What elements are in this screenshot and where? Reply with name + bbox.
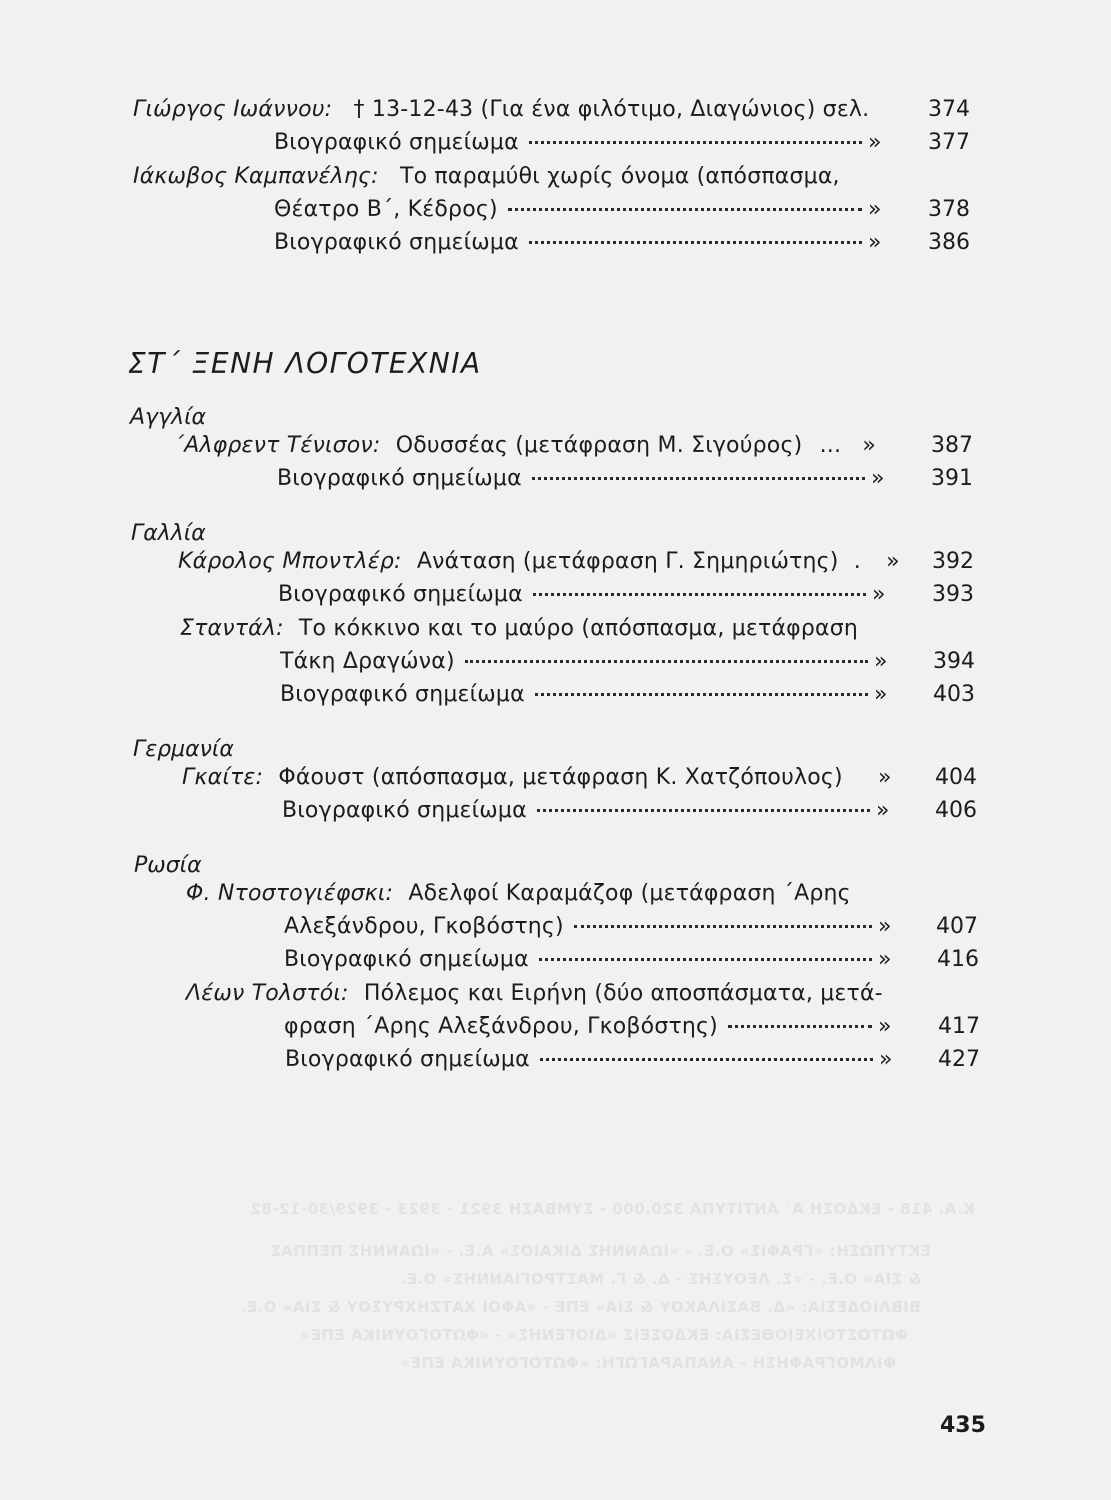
toc-entry <box>186 980 886 1008</box>
entry-title: Βιογραφικό σημείωμα <box>274 230 519 255</box>
colophon-line: Κ.Α. 418 - ΕΚΔΟΣΗ Α΄ ΑΝΤΙΤΥΠΑ 320.000 - ΣΥΜΒΑΣΗ 3921 - 3923 - 3929/30-12-82 <box>250 1200 975 1218</box>
dot-leader <box>537 809 870 812</box>
entry-author: Λέων Τολστόι: <box>186 981 349 1006</box>
dot-leader <box>529 241 862 244</box>
entry-author: ΄Αλφρεντ Τένισον: <box>173 433 381 458</box>
entry-author: Γκαίτε: <box>182 765 264 790</box>
page-number: 403 <box>933 682 975 707</box>
ditto-mark: » <box>879 1047 893 1072</box>
dot-leader <box>532 477 865 480</box>
dot-leader <box>574 925 872 928</box>
entry-title: Βιογραφικό σημείωμα <box>277 466 522 491</box>
dot-leader <box>535 693 868 696</box>
dot-leader <box>508 208 862 211</box>
dot-leader: . <box>853 549 861 574</box>
page-number: 417 <box>938 1014 980 1039</box>
entry-author: Φ. Ντοστογιέφσκι: <box>186 881 394 906</box>
country-heading: Γερμανία <box>133 737 234 762</box>
ditto-mark: » <box>878 1014 892 1039</box>
entry-author: Γιώργος Ιωάννου: <box>133 97 333 122</box>
toc-entry <box>277 465 897 493</box>
page-number: 407 <box>936 914 978 939</box>
entry-title: Βιογραφικό σημείωμα <box>274 130 519 155</box>
dot-leader: ... <box>819 433 842 458</box>
country-heading: Γαλλία <box>131 521 206 546</box>
page-number: 394 <box>933 649 975 674</box>
toc-entry <box>178 548 900 576</box>
page-number: 387 <box>931 433 973 458</box>
colophon-line: & ΣΙΑ» Ο.Ε. - «Σ. ΛΕΟΥΣΗΣ - Δ. & Γ. ΜΑΣΤΡΟΓΙΑΝΝΗΣ» Ο.Ε. <box>400 1270 922 1288</box>
entry-title: Το παραμύθι χωρίς όνομα (απόσπασμα, <box>399 164 840 189</box>
entry-title: Βιογραφικό σημείωμα <box>285 1047 530 1072</box>
dot-leader <box>465 660 868 663</box>
page-number: 378 <box>928 197 970 222</box>
toc-entry <box>186 880 886 908</box>
entry-title: Βιογραφικό σημείωμα <box>280 682 525 707</box>
colophon-line: ΒΙΒΛΙΟΔΕΣΙΑ: «Δ. ΒΑΣΙΛΑΚΟΥ & ΣΙΑ» ΕΠΕ - «ΑΦΟΙ ΧΑΤΖΗΧΡΥΣΟΥ & ΣΙΑ» Ο.Ε. <box>240 1298 921 1316</box>
page-number: 416 <box>937 947 979 972</box>
toc-entry <box>284 1013 904 1041</box>
entry-title: Θέατρο Β΄, Κέδρος) <box>274 197 498 222</box>
colophon-line: ΦΩΤΟΣΤΟΙΧΕΙΟΘΕΣΙΑ: ΕΚΔΟΣΕΙΣ «ΔΙΟΓΕΝΗΣ» - «ΦΩΤΟΓΟΥΝΙΚΑ ΕΠΕ» <box>300 1326 908 1344</box>
toc-entry <box>173 432 877 460</box>
entry-title: Οδυσσέας (μετάφραση Μ. Σιγούρος) <box>395 433 803 458</box>
ditto-mark: » <box>868 197 882 222</box>
ditto-mark: » <box>862 433 877 458</box>
entry-title: Βιογραφικό σημείωμα <box>282 798 527 823</box>
page-number: 374 <box>928 97 970 122</box>
ditto-mark: » <box>872 582 886 607</box>
ditto-mark: » <box>874 682 888 707</box>
entry-title: Φάουστ (απόσπασμα, μετάφραση Κ. Χατζόπουλος) <box>278 765 843 790</box>
toc-entry <box>278 581 898 609</box>
entry-title: Τάκη Δραγώνα) <box>280 649 455 674</box>
toc-entry <box>284 913 904 941</box>
page-number: 427 <box>938 1047 980 1072</box>
toc-entry <box>280 681 900 709</box>
page-number: 392 <box>932 549 974 574</box>
entry-title: Αλεξάνδρου, Γκοβόστης) <box>284 914 564 939</box>
dot-leader <box>540 1058 873 1061</box>
country-heading: Ρωσία <box>134 853 202 878</box>
dot-leader <box>728 1025 872 1028</box>
country-heading: Αγγλία <box>130 405 207 430</box>
toc-entry <box>284 946 904 974</box>
entry-title: † 13-12-43 (Για ένα φιλότιμο, Διαγώνιος) σελ. <box>353 97 870 122</box>
ditto-mark: » <box>876 798 890 823</box>
entry-author: Ιάκωβος Καμπανέλης: <box>133 164 379 189</box>
page-number: 391 <box>931 466 973 491</box>
entry-title: Βιογραφικό σημείωμα <box>278 582 523 607</box>
entry-author: Σταντάλ: <box>180 616 284 641</box>
dot-leader <box>533 593 866 596</box>
entry-author: Κάρολος Μποντλέρ: <box>178 549 402 574</box>
toc-entry <box>274 196 894 224</box>
ditto-mark: » <box>868 130 882 155</box>
ditto-mark: » <box>871 466 885 491</box>
ditto-mark: » <box>878 947 892 972</box>
entry-title: Βιογραφικό σημείωμα <box>284 947 529 972</box>
dot-leader <box>539 958 872 961</box>
entry-title: Ανάταση (μετάφραση Γ. Σημηριώτης) <box>416 549 839 574</box>
ditto-mark: » <box>878 765 892 790</box>
ditto-mark: » <box>886 549 900 574</box>
page-number: 393 <box>932 582 974 607</box>
entry-title: Πόλεμος και Ειρήνη (δύο αποσπάσματα, μετά- <box>363 981 883 1006</box>
ditto-mark: » <box>878 914 892 939</box>
colophon-line: ΕΚΤΥΠΩΣΗ: «ΓΡΑΦΙΣ» Ο.Ε. - «ΙΩΑΝΝΗΣ ΔΙΚΑΙΟΣ» Α.Ε. - «ΙΩΑΝΝΗΣ ΠΕΠΠΑΣ <box>270 1242 931 1260</box>
page-number: 404 <box>935 765 977 790</box>
toc-entry <box>182 764 902 792</box>
colophon-line: ΦΙΛΜΟΓΡΑΦΗΣΗ - ΑΝΑΠΑΡΑΓΩΓΗ: «ΦΩΤΟΓΟΥΝΙΚΑ ΕΠΕ» <box>400 1354 896 1372</box>
toc-entry <box>274 129 894 157</box>
ditto-mark: » <box>874 649 888 674</box>
page-number: 377 <box>928 130 970 155</box>
ditto-mark: » <box>868 230 882 255</box>
toc-entry <box>280 648 900 676</box>
entry-title: Αδελφοί Καραμάζοφ (μετάφραση ΄Αρης <box>408 881 851 906</box>
dot-leader <box>529 141 862 144</box>
entry-title: Το κόκκινο και το μαύρο (απόσπασμα, μετάφραση <box>298 616 859 641</box>
page-number: 406 <box>935 798 977 823</box>
toc-entry <box>180 615 880 643</box>
entry-title: φραση ΄Αρης Αλεξάνδρου, Γκοβόστης) <box>284 1014 718 1039</box>
toc-entry <box>282 797 902 825</box>
toc-entry <box>285 1046 905 1074</box>
toc-entry <box>133 163 893 191</box>
page-number: 386 <box>928 230 970 255</box>
toc-entry <box>133 96 923 124</box>
section-title: ΣΤ΄ ΞΕΝΗ ΛΟΓΟΤΕΧΝΙΑ <box>128 347 482 380</box>
page-folio: 435 <box>940 1413 986 1438</box>
toc-entry <box>274 229 894 257</box>
